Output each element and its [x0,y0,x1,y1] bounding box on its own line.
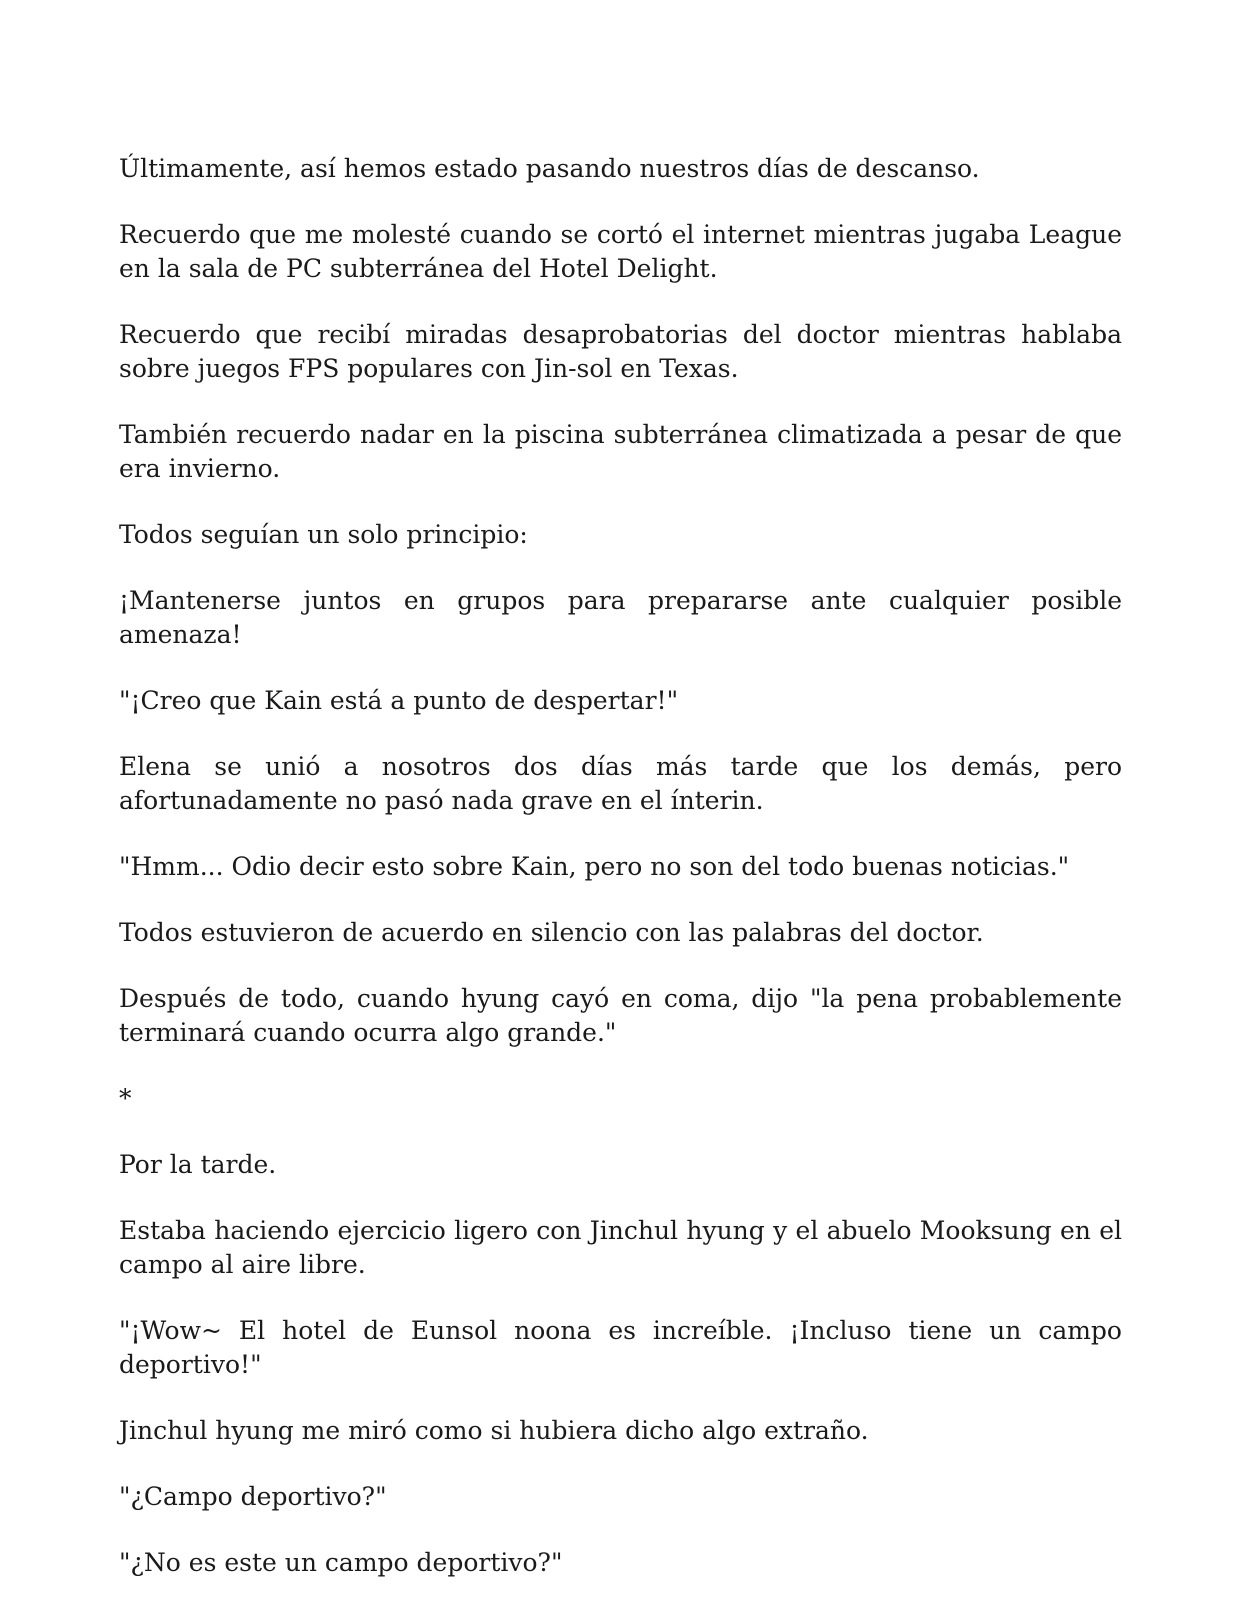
paragraph: ¡Mantenerse juntos en grupos para prepararse ante cualquier posible amenaza! [119,586,1122,649]
scene-separator: * [119,1084,132,1113]
paragraph: También recuerdo nadar en la piscina subterránea climatizada a pesar de que era invierno. [119,420,1122,483]
dialogue-line: "¿No es este un campo deportivo?" [119,1548,563,1577]
paragraph: Elena se unió a nosotros dos días más tarde que los demás, pero afortunadamente no pasó nada grave en el ínterin. [119,752,1122,815]
paragraph: Jinchul hyung me miró como si hubiera dicho algo extraño. [119,1416,869,1445]
dialogue-line: "¡Wow~ El hotel de Eunsol noona es increíble. ¡Incluso tiene un campo deportivo!" [119,1316,1122,1379]
paragraph: Últimamente, así hemos estado pasando nuestros días de descanso. [119,154,980,183]
paragraph: Por la tarde. [119,1150,277,1179]
paragraph: Estaba haciendo ejercicio ligero con Jinchul hyung y el abuelo Mooksung en el campo al aire libre. [119,1216,1122,1279]
dialogue-line: "¡Creo que Kain está a punto de despertar!" [119,686,679,715]
dialogue-line: "Hmm... Odio decir esto sobre Kain, pero no son del todo buenas noticias." [119,852,1070,881]
paragraph: Todos estuvieron de acuerdo en silencio con las palabras del doctor. [119,918,984,947]
paragraph: Todos seguían un solo principio: [119,520,528,549]
paragraph: Recuerdo que me molesté cuando se cortó el internet mientras jugaba League en la sala de PC subterránea del Hotel Delight. [119,220,1122,283]
paragraph: Después de todo, cuando hyung cayó en coma, dijo "la pena probablemente terminará cuando ocurra algo grande." [119,984,1122,1047]
dialogue-line: "¿Campo deportivo?" [119,1482,387,1511]
paragraph: Recuerdo que recibí miradas desaprobatorias del doctor mientras hablaba sobre juegos FPS populares con Jin-sol en Texas. [119,320,1122,383]
